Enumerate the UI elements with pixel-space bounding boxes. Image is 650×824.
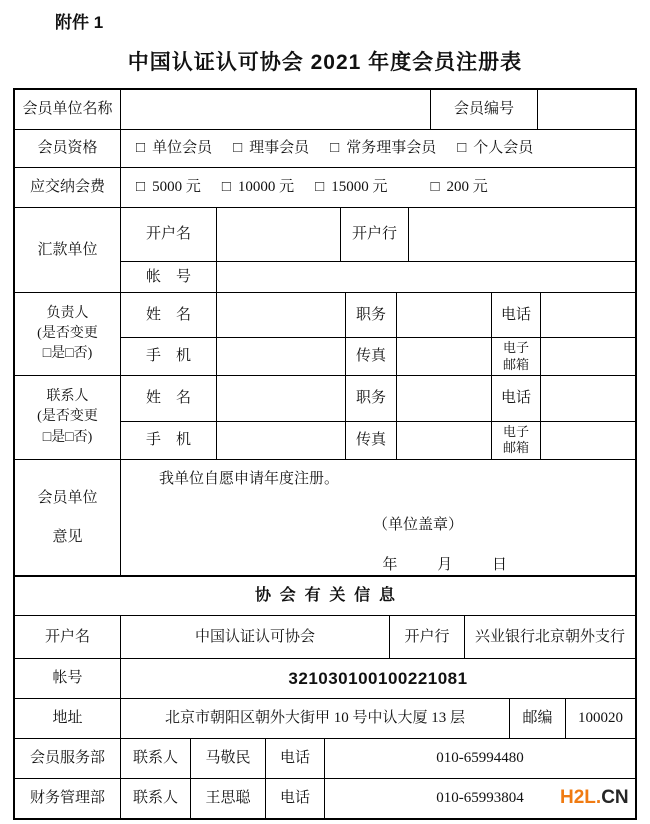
contact-label-line1: 联系人 xyxy=(46,389,89,405)
page-title: 中国认证认可协会 2021 年度会员注册表 xyxy=(127,51,523,74)
checkbox-icon[interactable]: □ xyxy=(136,140,146,157)
principal-subrow-name xyxy=(121,293,635,337)
principal-label xyxy=(15,293,120,375)
assoc-account-no-label: 帐号 xyxy=(52,670,83,687)
fax-label: 传真 xyxy=(345,422,396,459)
fee-option xyxy=(136,178,201,197)
mobile-label: 手 机 xyxy=(145,432,191,448)
option-label: 理事会员 xyxy=(249,140,310,157)
bank-label: 开户行 xyxy=(340,208,408,261)
dept-name: 财务管理部 xyxy=(29,790,105,807)
member-no-input-cell[interactable] xyxy=(537,90,635,129)
dept-phone-value: 010-65993804 xyxy=(324,779,635,818)
email-label: 电子邮箱 xyxy=(491,422,540,459)
contact-sub xyxy=(120,376,635,459)
account-name-input-cell[interactable] xyxy=(216,208,340,261)
dept-contact-label: 联系人 xyxy=(120,739,190,778)
phone-input-cell[interactable] xyxy=(540,293,635,337)
registration-form-table xyxy=(13,88,637,820)
fee-label: 应交纳会费 xyxy=(29,179,105,196)
principal-sub xyxy=(120,293,635,375)
postcode-label: 邮编 xyxy=(509,699,565,738)
checkbox-icon[interactable]: □ xyxy=(136,179,146,196)
option-label: 15000 元 xyxy=(331,179,388,196)
row-assoc-account xyxy=(15,615,635,658)
seal-placeholder: （单位盖章） xyxy=(372,516,463,533)
assoc-account-name-label: 开户名 xyxy=(44,628,90,645)
assoc-account-name-value: 中国认证认可协会 xyxy=(120,616,389,658)
mobile-input-cell[interactable] xyxy=(216,422,345,459)
principal-subrow-mobile xyxy=(121,337,635,375)
contact-label-line2: (是否变更 xyxy=(37,409,98,425)
row-fee xyxy=(15,167,635,207)
contact-label-line3: □是□否) xyxy=(42,429,93,445)
email-input-cell[interactable] xyxy=(540,422,635,459)
member-name-input-cell[interactable] xyxy=(120,90,430,129)
phone-label: 电话 xyxy=(491,376,540,421)
row-contact xyxy=(15,375,635,459)
assoc-account-no-value: 321030100100221081 xyxy=(120,659,635,698)
fax-label: 传真 xyxy=(345,338,396,375)
contact-subrow-mobile xyxy=(121,421,635,459)
row-address xyxy=(15,698,635,738)
remittance-subrow-account xyxy=(121,208,635,261)
opinion-statement: 我单位自愿申请年度注册。 xyxy=(159,471,340,487)
account-no-input-cell[interactable] xyxy=(216,262,635,292)
watermark-suffix: CN xyxy=(601,787,629,808)
phone-label: 电话 xyxy=(491,293,540,337)
dept-phone-value: 010-65994480 xyxy=(324,739,635,778)
qualification-label: 会员资格 xyxy=(37,140,98,157)
option-label: 个人会员 xyxy=(473,140,534,157)
dept-contact-value: 王思聪 xyxy=(190,779,265,818)
address-value: 北京市朝阳区朝外大街甲 10 号中认大厦 13 层 xyxy=(120,699,509,738)
row-member-name xyxy=(15,90,635,129)
row-qualification xyxy=(15,129,635,167)
watermark-brand: H2L. xyxy=(560,787,602,808)
principal-label-line2: (是否变更 xyxy=(37,325,98,341)
month-label: 月 xyxy=(437,556,453,573)
year-label: 年 xyxy=(382,556,398,573)
checkbox-icon[interactable]: □ xyxy=(233,140,243,157)
fax-input-cell[interactable] xyxy=(396,422,491,459)
row-section-header xyxy=(15,575,635,615)
remittance-subrow-number xyxy=(121,261,635,292)
dept-phone-label: 电话 xyxy=(265,779,324,818)
dept-name: 会员服务部 xyxy=(29,750,105,767)
name-input-cell[interactable] xyxy=(216,293,345,337)
dept-contact-label: 联系人 xyxy=(120,779,190,818)
opinion-label-line1: 会员单位 xyxy=(37,489,98,506)
contact-label xyxy=(15,376,120,459)
opinion-label xyxy=(15,460,120,575)
assoc-bank-label: 开户行 xyxy=(389,616,464,658)
account-name-label: 开户名 xyxy=(145,226,191,243)
row-assoc-number xyxy=(15,658,635,698)
watermark-logo xyxy=(560,787,629,809)
title-label: 职务 xyxy=(345,376,396,421)
option-label: 200 元 xyxy=(446,179,488,196)
mobile-label: 手 机 xyxy=(145,348,191,365)
email-label: 电子邮箱 xyxy=(491,338,540,375)
email-input-cell[interactable] xyxy=(540,338,635,375)
qualification-option xyxy=(233,139,309,158)
row-dept-service xyxy=(15,738,635,778)
row-dept-finance xyxy=(15,778,635,818)
fee-options xyxy=(120,168,635,207)
row-opinion xyxy=(15,459,635,575)
principal-label-line1: 负责人 xyxy=(46,305,89,321)
title-input-cell[interactable] xyxy=(396,293,491,337)
option-label: 常务理事会员 xyxy=(346,140,437,157)
phone-input-cell[interactable] xyxy=(540,376,635,421)
address-label: 地址 xyxy=(52,710,83,727)
bank-input-cell[interactable] xyxy=(408,208,635,261)
section-title: 协会有关信息 xyxy=(254,587,404,604)
qualification-option xyxy=(457,139,533,158)
remittance-sub xyxy=(120,208,635,292)
checkbox-icon[interactable]: □ xyxy=(430,179,440,196)
day-label: 日 xyxy=(491,556,507,573)
name-input-cell[interactable] xyxy=(216,376,345,421)
contact-subrow-name xyxy=(121,376,635,421)
checkbox-icon[interactable]: □ xyxy=(330,140,340,157)
dept-contact-value: 马敬民 xyxy=(190,739,265,778)
member-no-label: 会员编号 xyxy=(430,90,537,129)
fax-input-cell[interactable] xyxy=(396,338,491,375)
row-principal xyxy=(15,292,635,375)
option-label: 单位会员 xyxy=(152,140,213,157)
option-label: 5000 元 xyxy=(152,179,201,196)
fee-option xyxy=(315,178,387,197)
opinion-body xyxy=(120,460,635,575)
checkbox-icon[interactable]: □ xyxy=(221,179,231,196)
postcode-value: 100020 xyxy=(565,699,635,738)
account-no-label: 帐 号 xyxy=(145,268,191,285)
member-name-label: 会员单位名称 xyxy=(22,101,113,118)
row-remittance xyxy=(15,207,635,292)
checkbox-icon[interactable]: □ xyxy=(315,179,325,196)
title-label: 职务 xyxy=(345,293,396,337)
option-label: 10000 元 xyxy=(237,179,295,196)
qualification-option xyxy=(136,139,212,158)
opinion-label-line2: 意见 xyxy=(52,528,83,545)
principal-label-line3: □是□否) xyxy=(42,346,93,362)
title-input-cell[interactable] xyxy=(396,376,491,421)
mobile-input-cell[interactable] xyxy=(216,338,345,375)
remittance-label: 汇款单位 xyxy=(37,241,98,258)
name-label: 姓 名 xyxy=(145,306,191,323)
qualification-options xyxy=(120,130,635,167)
qualification-option xyxy=(330,139,436,158)
fee-option xyxy=(430,178,487,197)
date-line xyxy=(382,556,507,575)
fee-option xyxy=(222,178,294,197)
dept-phone-label: 电话 xyxy=(265,739,324,778)
attachment-label: 附件 1 xyxy=(55,13,104,32)
checkbox-icon[interactable]: □ xyxy=(457,140,467,157)
assoc-bank-value: 兴业银行北京朝外支行 xyxy=(464,616,635,658)
name-label: 姓 名 xyxy=(145,390,191,406)
